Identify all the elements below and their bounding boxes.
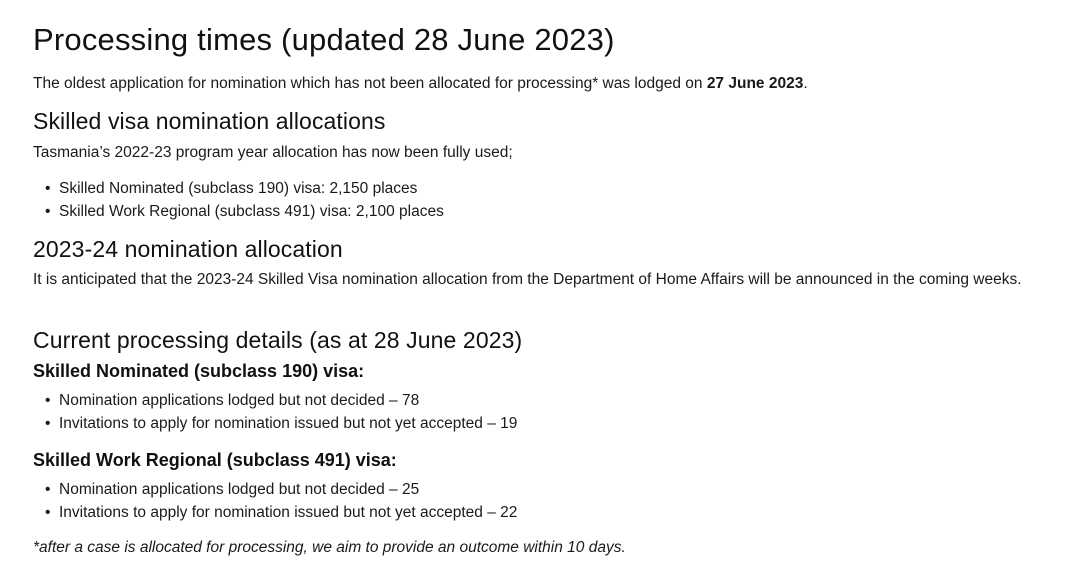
intro-paragraph [33,72,1060,95]
subclass-491-heading: Skilled Work Regional (subclass 491) visa: [33,450,397,470]
subclass-190-heading: Skilled Nominated (subclass 190) visa: [33,361,365,381]
next-year-text: It is anticipated that the 2023-24 Skilled Visa nomination allocation from the Department of Home Affairs will be announced in the coming weeks. [33,271,1022,288]
list-item: • Skilled Nominated (subclass 190) visa: 2,150 places [45,177,1060,200]
subclass-491-list [33,478,1060,524]
next-year-heading: 2023-24 nomination allocation [33,236,343,262]
current-processing-heading: Current processing details (as at 28 June 2023) [33,327,523,353]
list-item: • Invitations to apply for nomination issued but not yet accepted – 22 [45,501,1060,524]
intro-end: . [803,75,808,92]
list-item: • Nomination applications lodged but not decided – 25 [45,478,1060,501]
allocations-heading: Skilled visa nomination allocations [33,108,386,134]
oldest-lodgement-date: 27 June 2023 [706,75,804,92]
list-item: • Nomination applications lodged but not decided – 78 [45,389,1060,412]
page-title: Processing times (updated 28 June 2023) [33,22,615,57]
list-item: • Invitations to apply for nomination issued but not yet accepted – 19 [45,412,1060,435]
allocations-text: Tasmania’s 2022-23 program year allocation has now been fully used; [33,144,513,161]
intro-text: The oldest application for nomination which has not been allocated for processing* was lodged on [33,75,707,92]
allocations-list [33,177,1060,223]
subclass-190-list [33,389,1060,435]
list-item: • Skilled Work Regional (subclass 491) visa: 2,100 places [45,200,1060,223]
footnote: *after a case is allocated for processing, we aim to provide an outcome within 10 days. [33,539,626,556]
